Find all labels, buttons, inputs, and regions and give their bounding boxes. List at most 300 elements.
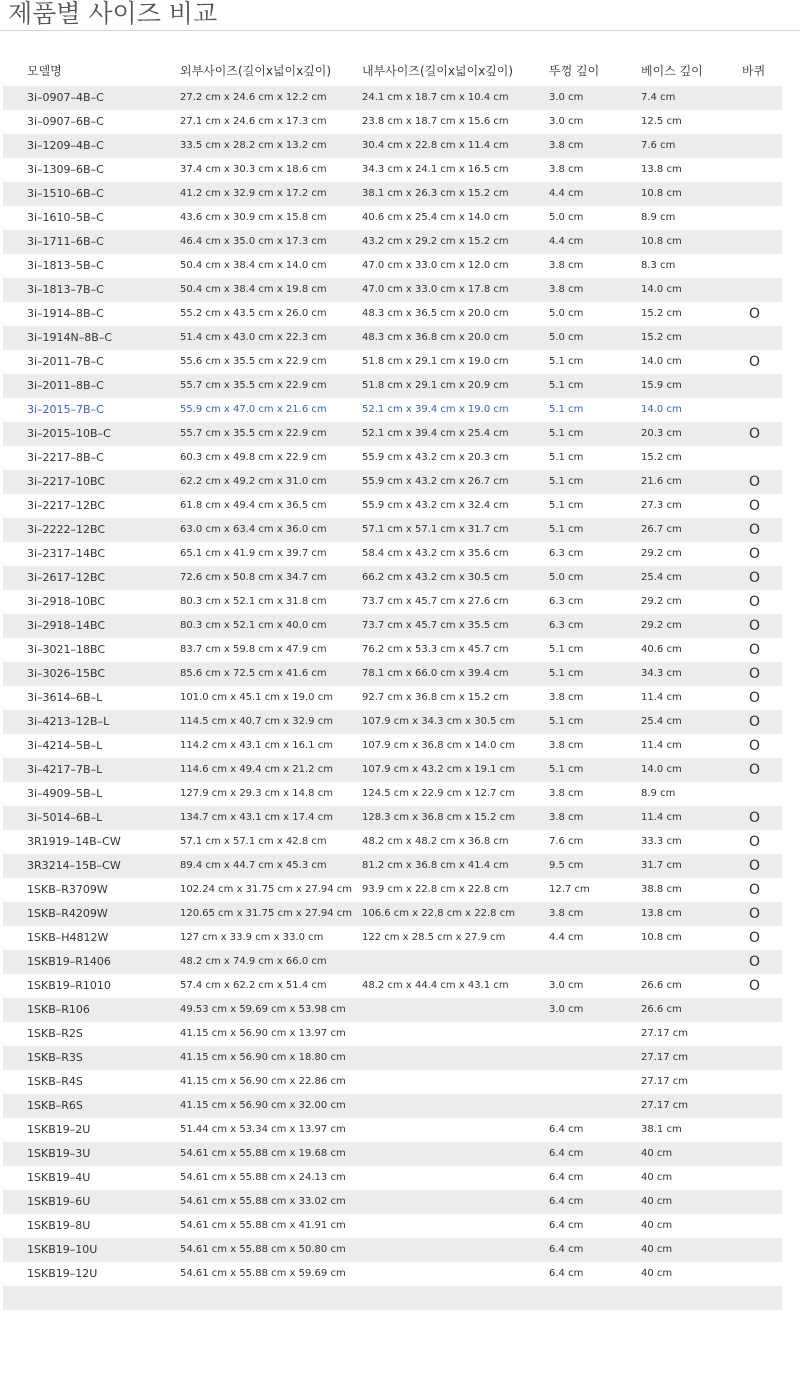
cell-base-depth: 29.2 cm bbox=[641, 620, 682, 631]
header-base-depth: 베이스 깊이 bbox=[641, 64, 703, 78]
cell-exterior-size: 65.1 cm x 41.9 cm x 39.7 cm bbox=[180, 548, 327, 559]
cell-interior-size: 106.6 cm x 22.8 cm x 22.8 cm bbox=[362, 908, 515, 919]
table-row bbox=[3, 1238, 782, 1262]
cell-lid-depth: 5.1 cm bbox=[549, 500, 584, 511]
table-row bbox=[3, 1118, 782, 1142]
table-row bbox=[3, 542, 782, 566]
cell-lid-depth: 5.0 cm bbox=[549, 332, 584, 343]
page-title: 제품별 사이즈 비교 bbox=[8, 0, 218, 28]
cell-lid-depth: 3.8 cm bbox=[549, 164, 584, 175]
cell-base-depth: 29.2 cm bbox=[641, 596, 682, 607]
cell-exterior-size: 46.4 cm x 35.0 cm x 17.3 cm bbox=[180, 236, 327, 247]
cell-base-depth: 12.5 cm bbox=[641, 116, 682, 127]
cell-wheels: O bbox=[749, 954, 761, 970]
table-row bbox=[3, 422, 782, 446]
table-row bbox=[3, 590, 782, 614]
header-exterior-size: 외부사이즈(길이x넓이x깊이) bbox=[180, 64, 332, 78]
cell-wheels: O bbox=[749, 618, 761, 634]
cell-model: 3i–2617–12BC bbox=[27, 571, 106, 584]
cell-exterior-size: 102.24 cm x 31.75 cm x 27.94 cm bbox=[180, 884, 353, 895]
cell-interior-size: 51.8 cm x 29.1 cm x 19.0 cm bbox=[362, 356, 509, 367]
cell-base-depth: 31.7 cm bbox=[641, 860, 682, 871]
cell-wheels: O bbox=[749, 882, 761, 898]
cell-lid-depth: 5.1 cm bbox=[549, 428, 584, 439]
cell-lid-depth: 5.0 cm bbox=[549, 308, 584, 319]
table-row bbox=[3, 350, 782, 374]
cell-wheels: O bbox=[749, 498, 761, 514]
cell-model: 1SKB–R3S bbox=[27, 1051, 83, 1064]
cell-model: 1SKB19–10U bbox=[27, 1243, 98, 1256]
cell-lid-depth: 3.0 cm bbox=[549, 980, 584, 991]
cell-base-depth: 27.17 cm bbox=[641, 1100, 689, 1111]
cell-interior-size: 107.9 cm x 34.3 cm x 30.5 cm bbox=[362, 716, 515, 727]
table-row bbox=[3, 518, 782, 542]
cell-model: 1SKB–H4812W bbox=[27, 931, 109, 944]
cell-wheels: O bbox=[749, 570, 761, 586]
cell-model: 3i–2011–7B–C bbox=[27, 355, 104, 368]
cell-wheels: O bbox=[749, 306, 761, 322]
cell-exterior-size: 101.0 cm x 45.1 cm x 19.0 cm bbox=[180, 692, 333, 703]
table-row bbox=[3, 638, 782, 662]
cell-model: 1SKB–R2S bbox=[27, 1027, 83, 1040]
table-row bbox=[3, 902, 782, 926]
cell-exterior-size: 55.7 cm x 35.5 cm x 22.9 cm bbox=[180, 428, 327, 439]
cell-lid-depth: 12.7 cm bbox=[549, 884, 590, 895]
cell-lid-depth: 6.3 cm bbox=[549, 596, 584, 607]
table-row bbox=[3, 1166, 782, 1190]
cell-interior-size: 107.9 cm x 36.8 cm x 14.0 cm bbox=[362, 740, 515, 751]
table-row bbox=[3, 782, 782, 806]
table-row bbox=[3, 710, 782, 734]
cell-lid-depth: 5.1 cm bbox=[549, 524, 584, 535]
cell-lid-depth: 3.8 cm bbox=[549, 284, 584, 295]
cell-base-depth: 15.2 cm bbox=[641, 332, 682, 343]
cell-exterior-size: 57.4 cm x 62.2 cm x 51.4 cm bbox=[180, 980, 327, 991]
table-row bbox=[3, 758, 782, 782]
cell-interior-size: 40.6 cm x 25.4 cm x 14.0 cm bbox=[362, 212, 509, 223]
cell-model: 3R3214–15B–CW bbox=[27, 859, 121, 872]
cell-model: 3i–2217–8B–C bbox=[27, 451, 104, 464]
table-row bbox=[3, 230, 782, 254]
table-row bbox=[3, 1022, 782, 1046]
cell-interior-size: 23.8 cm x 18.7 cm x 15.6 cm bbox=[362, 116, 509, 127]
cell-wheels: O bbox=[749, 474, 761, 490]
cell-base-depth: 14.0 cm bbox=[641, 356, 682, 367]
cell-interior-size: 47.0 cm x 33.0 cm x 17.8 cm bbox=[362, 284, 509, 295]
cell-base-depth: 11.4 cm bbox=[641, 812, 682, 823]
cell-exterior-size: 60.3 cm x 49.8 cm x 22.9 cm bbox=[180, 452, 327, 463]
table-row bbox=[3, 326, 782, 350]
cell-lid-depth: 3.8 cm bbox=[549, 908, 584, 919]
cell-base-depth: 26.7 cm bbox=[641, 524, 682, 535]
cell-interior-size: 48.2 cm x 44.4 cm x 43.1 cm bbox=[362, 980, 509, 991]
cell-model: 1SKB–R6S bbox=[27, 1099, 83, 1112]
cell-model: 3i–4213–12B–L bbox=[27, 715, 110, 728]
cell-exterior-size: 54.61 cm x 55.88 cm x 19.68 cm bbox=[180, 1148, 346, 1159]
cell-model: 3i–2015–10B–C bbox=[27, 427, 111, 440]
cell-model: 3i–5014–6B–L bbox=[27, 811, 103, 824]
cell-exterior-size: 120.65 cm x 31.75 cm x 27.94 cm bbox=[180, 908, 353, 919]
cell-lid-depth: 6.4 cm bbox=[549, 1148, 584, 1159]
cell-lid-depth: 5.1 cm bbox=[549, 476, 584, 487]
cell-model: 1SKB19–12U bbox=[27, 1267, 98, 1280]
cell-exterior-size: 50.4 cm x 38.4 cm x 19.8 cm bbox=[180, 284, 327, 295]
table-row bbox=[3, 470, 782, 494]
cell-base-depth: 10.8 cm bbox=[641, 188, 682, 199]
cell-exterior-size: 134.7 cm x 43.1 cm x 17.4 cm bbox=[180, 812, 333, 823]
cell-exterior-size: 127 cm x 33.9 cm x 33.0 cm bbox=[180, 932, 324, 943]
table-row bbox=[3, 974, 782, 998]
cell-interior-size: 78.1 cm x 66.0 cm x 39.4 cm bbox=[362, 668, 509, 679]
table-row bbox=[3, 1070, 782, 1094]
cell-exterior-size: 114.6 cm x 49.4 cm x 21.2 cm bbox=[180, 764, 333, 775]
cell-lid-depth: 6.4 cm bbox=[549, 1172, 584, 1183]
cell-interior-size: 107.9 cm x 43.2 cm x 19.1 cm bbox=[362, 764, 515, 775]
cell-wheels: O bbox=[749, 978, 761, 994]
cell-interior-size: 122 cm x 28.5 cm x 27.9 cm bbox=[362, 932, 506, 943]
cell-base-depth: 27.17 cm bbox=[641, 1028, 689, 1039]
cell-interior-size: 92.7 cm x 36.8 cm x 15.2 cm bbox=[362, 692, 509, 703]
cell-interior-size: 93.9 cm x 22.8 cm x 22.8 cm bbox=[362, 884, 509, 895]
cell-exterior-size: 48.2 cm x 74.9 cm x 66.0 cm bbox=[180, 956, 327, 967]
cell-model: 1SKB–R3709W bbox=[27, 883, 108, 896]
cell-model: 3i–3021–18BC bbox=[27, 643, 106, 656]
cell-interior-size: 73.7 cm x 45.7 cm x 27.6 cm bbox=[362, 596, 509, 607]
cell-interior-size: 55.9 cm x 43.2 cm x 20.3 cm bbox=[362, 452, 509, 463]
cell-interior-size: 48.3 cm x 36.8 cm x 20.0 cm bbox=[362, 332, 509, 343]
cell-interior-size: 124.5 cm x 22.9 cm x 12.7 cm bbox=[362, 788, 515, 799]
cell-base-depth: 7.6 cm bbox=[641, 140, 676, 151]
table-row bbox=[3, 878, 782, 902]
table-row bbox=[3, 1142, 782, 1166]
cell-model: 1SKB–R4S bbox=[27, 1075, 83, 1088]
cell-exterior-size: 89.4 cm x 44.7 cm x 45.3 cm bbox=[180, 860, 327, 871]
cell-lid-depth: 5.1 cm bbox=[549, 644, 584, 655]
cell-lid-depth: 4.4 cm bbox=[549, 236, 584, 247]
cell-lid-depth: 5.1 cm bbox=[549, 356, 584, 367]
table-row bbox=[3, 734, 782, 758]
cell-exterior-size: 51.44 cm x 53.34 cm x 13.97 cm bbox=[180, 1124, 346, 1135]
cell-model: 3i–1914N–8B–C bbox=[27, 331, 113, 344]
cell-model: 3i–2015–7B–C bbox=[27, 403, 104, 416]
cell-exterior-size: 33.5 cm x 28.2 cm x 13.2 cm bbox=[180, 140, 327, 151]
cell-lid-depth: 6.3 cm bbox=[549, 548, 584, 559]
cell-model: 1SKB19–8U bbox=[27, 1219, 91, 1232]
cell-lid-depth: 5.1 cm bbox=[549, 452, 584, 463]
cell-exterior-size: 62.2 cm x 49.2 cm x 31.0 cm bbox=[180, 476, 327, 487]
cell-lid-depth: 6.4 cm bbox=[549, 1124, 584, 1135]
cell-model: 3i–2317–14BC bbox=[27, 547, 106, 560]
header-wheels: 바퀴 bbox=[742, 64, 766, 78]
cell-exterior-size: 51.4 cm x 43.0 cm x 22.3 cm bbox=[180, 332, 327, 343]
cell-interior-size: 55.9 cm x 43.2 cm x 26.7 cm bbox=[362, 476, 509, 487]
cell-exterior-size: 83.7 cm x 59.8 cm x 47.9 cm bbox=[180, 644, 327, 655]
cell-lid-depth: 7.6 cm bbox=[549, 836, 584, 847]
cell-base-depth: 15.2 cm bbox=[641, 308, 682, 319]
cell-model: 3i–2918–10BC bbox=[27, 595, 106, 608]
cell-base-depth: 29.2 cm bbox=[641, 548, 682, 559]
cell-exterior-size: 54.61 cm x 55.88 cm x 24.13 cm bbox=[180, 1172, 346, 1183]
table-footer-band bbox=[3, 1286, 782, 1310]
cell-wheels: O bbox=[749, 930, 761, 946]
cell-model: 3i–2011–8B–C bbox=[27, 379, 104, 392]
cell-model: 3i–1309–6B–C bbox=[27, 163, 104, 176]
cell-model: 3i–1914–8B–C bbox=[27, 307, 104, 320]
cell-model: 3i–1711–6B–C bbox=[27, 235, 104, 248]
cell-base-depth: 26.6 cm bbox=[641, 1004, 682, 1015]
cell-base-depth: 14.0 cm bbox=[641, 284, 682, 295]
cell-base-depth: 26.6 cm bbox=[641, 980, 682, 991]
cell-model: 3i–2217–10BC bbox=[27, 475, 106, 488]
cell-exterior-size: 49.53 cm x 59.69 cm x 53.98 cm bbox=[180, 1004, 346, 1015]
cell-lid-depth: 6.4 cm bbox=[549, 1268, 584, 1279]
cell-exterior-size: 80.3 cm x 52.1 cm x 40.0 cm bbox=[180, 620, 327, 631]
cell-model: 1SKB–R106 bbox=[27, 1003, 90, 1016]
cell-base-depth: 13.8 cm bbox=[641, 164, 682, 175]
cell-lid-depth: 3.8 cm bbox=[549, 740, 584, 751]
cell-base-depth: 10.8 cm bbox=[641, 932, 682, 943]
table-row bbox=[3, 686, 782, 710]
cell-interior-size: 58.4 cm x 43.2 cm x 35.6 cm bbox=[362, 548, 509, 559]
table-row bbox=[3, 398, 782, 422]
table-row bbox=[3, 566, 782, 590]
cell-interior-size: 24.1 cm x 18.7 cm x 10.4 cm bbox=[362, 92, 509, 103]
cell-exterior-size: 114.5 cm x 40.7 cm x 32.9 cm bbox=[180, 716, 333, 727]
cell-base-depth: 11.4 cm bbox=[641, 692, 682, 703]
table-row bbox=[3, 494, 782, 518]
cell-wheels: O bbox=[749, 834, 761, 850]
table-row bbox=[3, 614, 782, 638]
cell-base-depth: 25.4 cm bbox=[641, 716, 682, 727]
cell-interior-size: 52.1 cm x 39.4 cm x 25.4 cm bbox=[362, 428, 509, 439]
table-row bbox=[3, 134, 782, 158]
cell-lid-depth: 4.4 cm bbox=[549, 188, 584, 199]
table-row bbox=[3, 1046, 782, 1070]
cell-base-depth: 40 cm bbox=[641, 1268, 673, 1279]
cell-exterior-size: 80.3 cm x 52.1 cm x 31.8 cm bbox=[180, 596, 327, 607]
cell-wheels: O bbox=[749, 642, 761, 658]
cell-interior-size: 81.2 cm x 36.8 cm x 41.4 cm bbox=[362, 860, 509, 871]
cell-model: 3i–2222–12BC bbox=[27, 523, 106, 536]
table-row bbox=[3, 302, 782, 326]
cell-interior-size: 57.1 cm x 57.1 cm x 31.7 cm bbox=[362, 524, 509, 535]
cell-wheels: O bbox=[749, 906, 761, 922]
cell-exterior-size: 55.6 cm x 35.5 cm x 22.9 cm bbox=[180, 356, 327, 367]
cell-exterior-size: 57.1 cm x 57.1 cm x 42.8 cm bbox=[180, 836, 327, 847]
cell-wheels: O bbox=[749, 546, 761, 562]
cell-interior-size: 73.7 cm x 45.7 cm x 35.5 cm bbox=[362, 620, 509, 631]
cell-model: 3i–1510–6B–C bbox=[27, 187, 104, 200]
cell-interior-size: 51.8 cm x 29.1 cm x 20.9 cm bbox=[362, 380, 509, 391]
cell-exterior-size: 54.61 cm x 55.88 cm x 33.02 cm bbox=[180, 1196, 346, 1207]
cell-model: 3i–2217–12BC bbox=[27, 499, 106, 512]
table-row bbox=[3, 206, 782, 230]
cell-model: 1SKB19–R1406 bbox=[27, 955, 111, 968]
cell-model: 1SKB19–6U bbox=[27, 1195, 91, 1208]
cell-model: 3i–4217–7B–L bbox=[27, 763, 103, 776]
cell-exterior-size: 50.4 cm x 38.4 cm x 14.0 cm bbox=[180, 260, 327, 271]
cell-lid-depth: 6.4 cm bbox=[549, 1220, 584, 1231]
cell-base-depth: 27.17 cm bbox=[641, 1052, 689, 1063]
cell-model: 3i–3614–6B–L bbox=[27, 691, 103, 704]
table-row bbox=[3, 110, 782, 134]
cell-lid-depth: 3.8 cm bbox=[549, 260, 584, 271]
cell-exterior-size: 41.15 cm x 56.90 cm x 32.00 cm bbox=[180, 1100, 346, 1111]
cell-base-depth: 40 cm bbox=[641, 1172, 673, 1183]
cell-wheels: O bbox=[749, 858, 761, 874]
cell-exterior-size: 41.2 cm x 32.9 cm x 17.2 cm bbox=[180, 188, 327, 199]
header-interior-size: 내부사이즈(길이x넓이x깊이) bbox=[362, 64, 514, 78]
cell-lid-depth: 4.4 cm bbox=[549, 932, 584, 943]
table-row bbox=[3, 182, 782, 206]
cell-lid-depth: 3.8 cm bbox=[549, 692, 584, 703]
cell-base-depth: 40 cm bbox=[641, 1196, 673, 1207]
cell-base-depth: 34.3 cm bbox=[641, 668, 682, 679]
table-row bbox=[3, 998, 782, 1022]
cell-model: 3i–0907–4B–C bbox=[27, 91, 104, 104]
cell-model: 1SKB19–R1010 bbox=[27, 979, 111, 992]
cell-lid-depth: 5.0 cm bbox=[549, 212, 584, 223]
cell-base-depth: 13.8 cm bbox=[641, 908, 682, 919]
cell-exterior-size: 63.0 cm x 63.4 cm x 36.0 cm bbox=[180, 524, 327, 535]
cell-exterior-size: 43.6 cm x 30.9 cm x 15.8 cm bbox=[180, 212, 327, 223]
table-row bbox=[3, 926, 782, 950]
cell-wheels: O bbox=[749, 738, 761, 754]
cell-interior-size: 66.2 cm x 43.2 cm x 30.5 cm bbox=[362, 572, 509, 583]
cell-base-depth: 8.3 cm bbox=[641, 260, 676, 271]
table-row bbox=[3, 806, 782, 830]
cell-lid-depth: 6.4 cm bbox=[549, 1244, 584, 1255]
cell-wheels: O bbox=[749, 354, 761, 370]
table-row bbox=[3, 662, 782, 686]
cell-exterior-size: 55.7 cm x 35.5 cm x 22.9 cm bbox=[180, 380, 327, 391]
cell-lid-depth: 9.5 cm bbox=[549, 860, 584, 871]
cell-base-depth: 27.17 cm bbox=[641, 1076, 689, 1087]
cell-lid-depth: 3.0 cm bbox=[549, 1004, 584, 1015]
cell-wheels: O bbox=[749, 714, 761, 730]
cell-model: 1SKB–R4209W bbox=[27, 907, 108, 920]
table-row bbox=[3, 254, 782, 278]
cell-model: 3i–1610–5B–C bbox=[27, 211, 104, 224]
cell-model: 3i–4214–5B–L bbox=[27, 739, 103, 752]
cell-exterior-size: 41.15 cm x 56.90 cm x 22.86 cm bbox=[180, 1076, 346, 1087]
cell-interior-size: 48.3 cm x 36.5 cm x 20.0 cm bbox=[362, 308, 509, 319]
cell-model: 3i–3026–15BC bbox=[27, 667, 106, 680]
cell-base-depth: 40.6 cm bbox=[641, 644, 682, 655]
cell-base-depth: 8.9 cm bbox=[641, 788, 676, 799]
cell-base-depth: 40 cm bbox=[641, 1148, 673, 1159]
table-row bbox=[3, 1094, 782, 1118]
cell-wheels: O bbox=[749, 762, 761, 778]
cell-exterior-size: 37.4 cm x 30.3 cm x 18.6 cm bbox=[180, 164, 327, 175]
table-header bbox=[3, 58, 782, 86]
cell-interior-size: 30.4 cm x 22.8 cm x 11.4 cm bbox=[362, 140, 509, 151]
cell-base-depth: 11.4 cm bbox=[641, 740, 682, 751]
cell-lid-depth: 5.1 cm bbox=[549, 404, 584, 415]
table-row bbox=[3, 950, 782, 974]
table-row bbox=[3, 1190, 782, 1214]
cell-wheels: O bbox=[749, 690, 761, 706]
header-model: 모델명 bbox=[27, 64, 62, 78]
cell-model: 1SKB19–4U bbox=[27, 1171, 91, 1184]
cell-wheels: O bbox=[749, 594, 761, 610]
cell-exterior-size: 54.61 cm x 55.88 cm x 41.91 cm bbox=[180, 1220, 346, 1231]
cell-exterior-size: 114.2 cm x 43.1 cm x 16.1 cm bbox=[180, 740, 333, 751]
cell-lid-depth: 5.1 cm bbox=[549, 716, 584, 727]
cell-base-depth: 27.3 cm bbox=[641, 500, 682, 511]
table-row bbox=[3, 1214, 782, 1238]
table-row bbox=[3, 446, 782, 470]
table-row bbox=[3, 854, 782, 878]
table-row bbox=[3, 1262, 782, 1286]
cell-interior-size: 52.1 cm x 39.4 cm x 19.0 cm bbox=[362, 404, 509, 415]
cell-lid-depth: 5.1 cm bbox=[549, 668, 584, 679]
cell-exterior-size: 41.15 cm x 56.90 cm x 13.97 cm bbox=[180, 1028, 346, 1039]
header-lid-depth: 뚜껑 깊이 bbox=[549, 64, 600, 78]
cell-model: 3i–1209–4B–C bbox=[27, 139, 104, 152]
cell-exterior-size: 54.61 cm x 55.88 cm x 50.80 cm bbox=[180, 1244, 346, 1255]
cell-model: 3R1919–14B–CW bbox=[27, 835, 121, 848]
cell-interior-size: 55.9 cm x 43.2 cm x 32.4 cm bbox=[362, 500, 509, 511]
cell-wheels: O bbox=[749, 666, 761, 682]
cell-exterior-size: 27.2 cm x 24.6 cm x 12.2 cm bbox=[180, 92, 327, 103]
cell-base-depth: 38.1 cm bbox=[641, 1124, 682, 1135]
cell-interior-size: 38.1 cm x 26.3 cm x 15.2 cm bbox=[362, 188, 509, 199]
cell-interior-size: 43.2 cm x 29.2 cm x 15.2 cm bbox=[362, 236, 509, 247]
cell-exterior-size: 27.1 cm x 24.6 cm x 17.3 cm bbox=[180, 116, 327, 127]
table-body bbox=[3, 86, 782, 1286]
cell-interior-size: 47.0 cm x 33.0 cm x 12.0 cm bbox=[362, 260, 509, 271]
cell-exterior-size: 41.15 cm x 56.90 cm x 18.80 cm bbox=[180, 1052, 346, 1063]
cell-wheels: O bbox=[749, 522, 761, 538]
cell-base-depth: 25.4 cm bbox=[641, 572, 682, 583]
cell-base-depth: 15.2 cm bbox=[641, 452, 682, 463]
cell-interior-size: 48.2 cm x 48.2 cm x 36.8 cm bbox=[362, 836, 509, 847]
cell-base-depth: 7.4 cm bbox=[641, 92, 676, 103]
cell-base-depth: 8.9 cm bbox=[641, 212, 676, 223]
cell-base-depth: 33.3 cm bbox=[641, 836, 682, 847]
cell-wheels: O bbox=[749, 426, 761, 442]
cell-model: 3i–4909–5B–L bbox=[27, 787, 103, 800]
cell-interior-size: 76.2 cm x 53.3 cm x 45.7 cm bbox=[362, 644, 509, 655]
cell-lid-depth: 3.0 cm bbox=[549, 116, 584, 127]
cell-lid-depth: 5.1 cm bbox=[549, 380, 584, 391]
title-divider bbox=[0, 30, 800, 31]
cell-base-depth: 40 cm bbox=[641, 1244, 673, 1255]
cell-exterior-size: 55.2 cm x 43.5 cm x 26.0 cm bbox=[180, 308, 327, 319]
cell-lid-depth: 3.0 cm bbox=[549, 92, 584, 103]
cell-base-depth: 14.0 cm bbox=[641, 404, 682, 415]
cell-exterior-size: 55.9 cm x 47.0 cm x 21.6 cm bbox=[180, 404, 327, 415]
cell-lid-depth: 3.8 cm bbox=[549, 812, 584, 823]
table-row bbox=[3, 374, 782, 398]
cell-interior-size: 34.3 cm x 24.1 cm x 16.5 cm bbox=[362, 164, 509, 175]
cell-wheels: O bbox=[749, 810, 761, 826]
cell-base-depth: 15.9 cm bbox=[641, 380, 682, 391]
cell-model: 1SKB19–3U bbox=[27, 1147, 91, 1160]
cell-exterior-size: 85.6 cm x 72.5 cm x 41.6 cm bbox=[180, 668, 327, 679]
cell-model: 1SKB19–2U bbox=[27, 1123, 91, 1136]
cell-lid-depth: 3.8 cm bbox=[549, 788, 584, 799]
table-row bbox=[3, 86, 782, 110]
cell-interior-size: 128.3 cm x 36.8 cm x 15.2 cm bbox=[362, 812, 515, 823]
cell-lid-depth: 5.0 cm bbox=[549, 572, 584, 583]
cell-model: 3i–0907–6B–C bbox=[27, 115, 104, 128]
table-row bbox=[3, 158, 782, 182]
cell-model: 3i–2918–14BC bbox=[27, 619, 106, 632]
cell-exterior-size: 127.9 cm x 29.3 cm x 14.8 cm bbox=[180, 788, 333, 799]
table-row bbox=[3, 278, 782, 302]
